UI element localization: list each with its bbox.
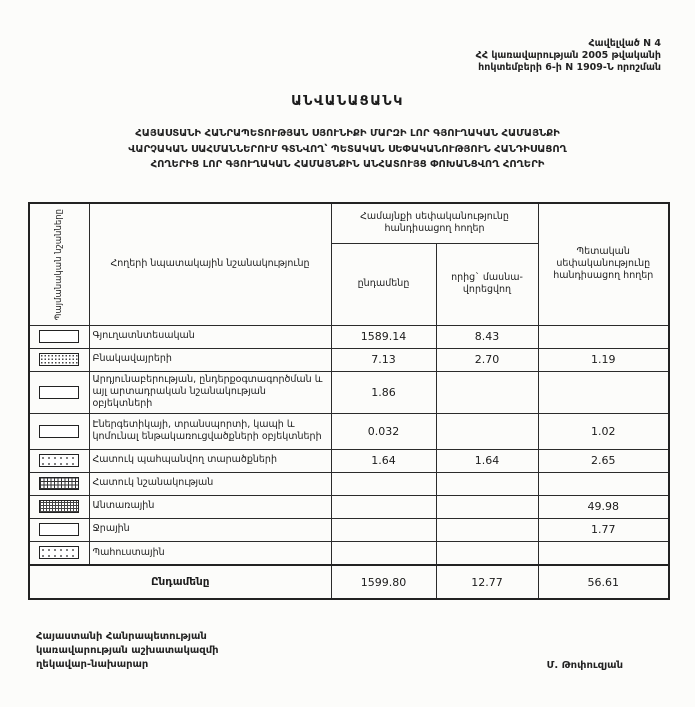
state-value: 2.65	[538, 449, 669, 472]
subtitle-line: ՀՈՂԵՐԻՑ ԼՈՐ ԳՅՈՒՂԱԿԱՆ ՀԱՄԱՅՆՔԻՆ ԱՆՀԱՏՈՒՅՑ ՓՈԽԱՆՑՎՈՂ ՀՈՂԵՐԻ	[150, 159, 545, 170]
purpose-column-header: Հողերի նպատակային նշանակությունը	[89, 203, 331, 325]
table-row	[29, 371, 669, 413]
privatized-value	[436, 371, 538, 413]
legend-energy-transport-icon	[39, 425, 79, 438]
community-total-value	[331, 518, 436, 541]
legend-special-purpose-icon	[39, 477, 79, 490]
community-group-header: Համայնքի սեփականությունը հանդիսացող հողեր	[331, 203, 538, 243]
signatory-office-line: կառավարության աշխատակազմի	[36, 645, 219, 656]
privatized-value: 2.70	[436, 348, 538, 371]
community-total-value: 1.64	[331, 449, 436, 472]
legend-protected-areas-icon	[39, 454, 79, 467]
legend-water-icon	[39, 523, 79, 536]
land-transfer-table	[28, 202, 670, 600]
table-row	[29, 449, 669, 472]
row-label: Արդյունաբերության, ընդերքօգտագործման և այլ արտադրական նշանակության օբյեկտների	[89, 371, 331, 413]
privatized-value: 8.43	[436, 325, 538, 348]
table-row	[29, 413, 669, 449]
row-label: Գյուղատնտեսական	[89, 325, 331, 348]
table-row	[29, 325, 669, 348]
community-total-header: ընդամենը	[331, 243, 436, 325]
community-privatized-header: որից` մասնա-վորեցվող	[436, 243, 538, 325]
signatory-office-line: ղեկավար-նախարար	[36, 659, 149, 670]
appendix-line: ՀՀ կառավարության 2005 թվականի	[475, 49, 661, 61]
table-row	[29, 495, 669, 518]
symbols-column-header: Պայմանական նշանները	[53, 208, 64, 320]
subtitle-line: ՀԱՅԱՍՏԱՆԻ ՀԱՆՐԱՊԵՏՈՒԹՅԱՆ ՍՅՈՒՆԻՔԻ ՄԱՐԶԻ ԼՈՐ ԳՅՈՒՂԱԿԱՆ ՀԱՄԱՅՆՔԻ	[135, 128, 560, 139]
signature-name: Մ. Թոփուզյան	[546, 660, 623, 671]
page-subtitle	[0, 126, 695, 173]
legend-agricultural-icon	[39, 330, 79, 343]
appendix-line: Հավելված N 4	[588, 38, 661, 49]
appendix-line: հոկտեմբերի 6-ի N 1909-Ն որոշման	[478, 61, 661, 73]
row-label: Ջրային	[89, 518, 331, 541]
total-privatized-value: 12.77	[436, 565, 538, 599]
privatized-value	[436, 518, 538, 541]
page-title: ԱՆՎԱՆԱՑԱՆԿ	[291, 94, 404, 109]
community-total-value	[331, 541, 436, 565]
state-value	[538, 472, 669, 495]
state-value: 1.77	[538, 518, 669, 541]
total-community-value: 1599.80	[331, 565, 436, 599]
privatized-value	[436, 413, 538, 449]
community-total-value	[331, 495, 436, 518]
legend-industrial-icon	[39, 386, 79, 399]
state-value	[538, 325, 669, 348]
state-value: 1.19	[538, 348, 669, 371]
privatized-value	[436, 495, 538, 518]
symbols-header-cell	[29, 203, 89, 325]
legend-settlements-icon	[39, 353, 79, 366]
state-value	[538, 541, 669, 565]
community-total-value: 1589.14	[331, 325, 436, 348]
table-row	[29, 472, 669, 495]
row-label: Պահուստային	[89, 541, 331, 565]
community-total-value: 1.86	[331, 371, 436, 413]
privatized-value: 1.64	[436, 449, 538, 472]
row-label: Բնակավայրերի	[89, 348, 331, 371]
table-row	[29, 348, 669, 371]
community-total-value: 7.13	[331, 348, 436, 371]
legend-reserve-icon	[39, 546, 79, 559]
total-label: Ընդամենը	[29, 565, 331, 599]
row-label: Հատուկ նշանակության	[89, 472, 331, 495]
signatory-office	[36, 630, 219, 672]
community-total-value	[331, 472, 436, 495]
row-label: Հատուկ պահպանվող տարածքների	[89, 449, 331, 472]
row-label: Էներգետիկայի, տրանսպորտի, կապի և կոմունալ ենթակառուցվածքների օբյեկտների	[89, 413, 331, 449]
appendix-reference	[476, 38, 661, 74]
signatory-office-line: Հայաստանի Հանրապետության	[36, 631, 207, 642]
table-row	[29, 518, 669, 541]
row-label: Անտառային	[89, 495, 331, 518]
state-value: 1.02	[538, 413, 669, 449]
privatized-value	[436, 541, 538, 565]
table-row	[29, 541, 669, 565]
total-state-value: 56.61	[538, 565, 669, 599]
legend-forest-icon	[39, 500, 79, 513]
state-column-header: Պետական սեփականությունը հանդիսացող հողեր	[538, 203, 669, 325]
header-row-1	[29, 203, 669, 243]
subtitle-line: ՎԱՐՉԱԿԱՆ ՍԱՀՄԱՆՆԵՐՈՒՄ ԳՏՆՎՈՂ՝ ՊԵՏԱԿԱՆ ՍԵՓԱԿԱՆՈՒԹՅՈՒՆ ՀԱՆԴԻՍԱՑՈՂ	[128, 143, 567, 155]
privatized-value	[436, 472, 538, 495]
total-row	[29, 565, 669, 599]
state-value	[538, 371, 669, 413]
state-value: 49.98	[538, 495, 669, 518]
community-total-value: 0.032	[331, 413, 436, 449]
